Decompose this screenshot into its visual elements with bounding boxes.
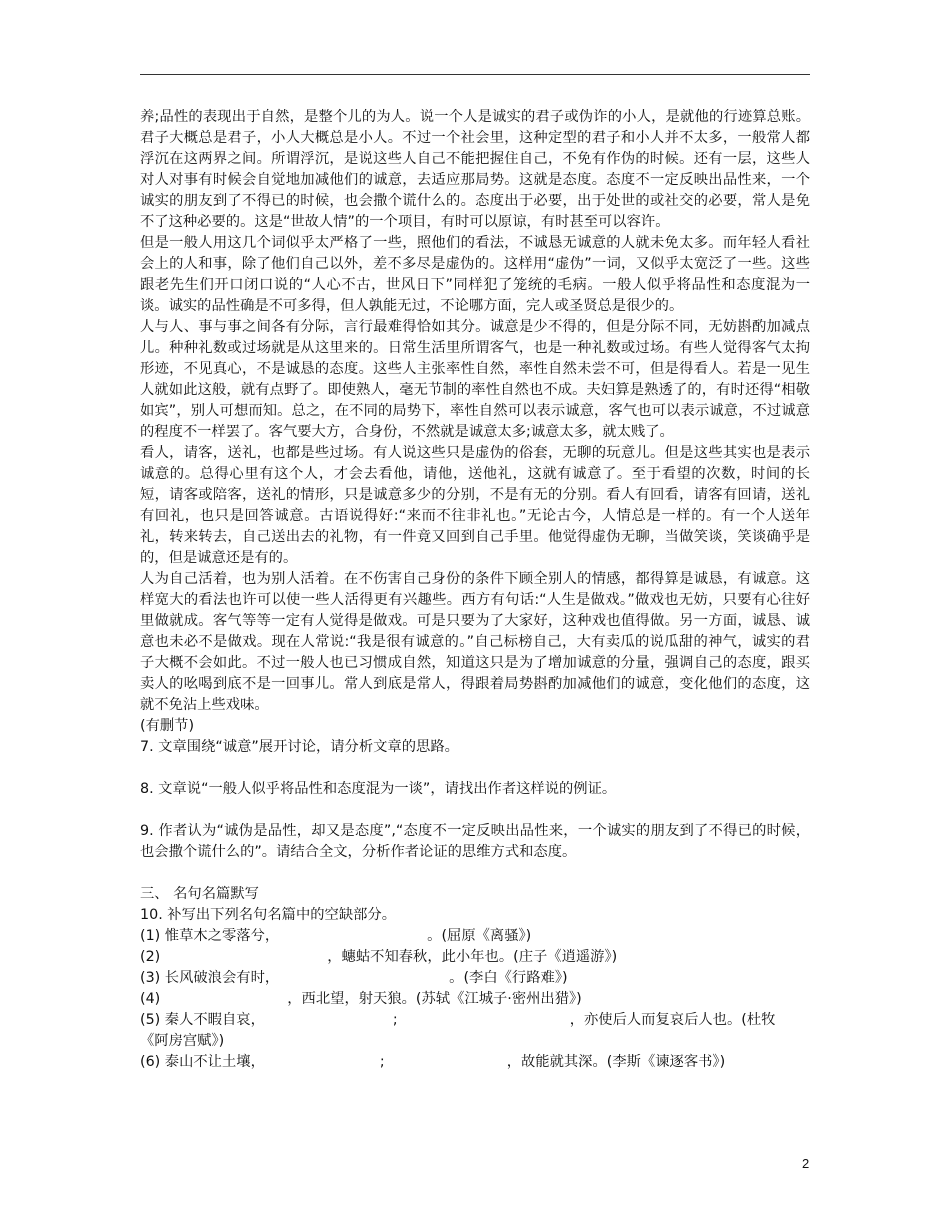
fill-item-2-suffix: ，蟪蛄不知春秋，此小年也。(庄子《逍遥游》) [327,949,618,965]
fill-item-1-suffix: 。(屈原《离骚》) [427,928,532,944]
question-7: 7. 文章围绕“诚意”展开讨论，请分析文章的思路。 [140,739,459,755]
fill-item-2-prefix: (2) [140,949,161,965]
article-paragraph-3: 人与人、事与事之间各有分际，言行最难得恰如其分。诚意是少不得的，但是分际不同，无妨斟酌加减点儿。种种礼数或过场就是从这里来的。日常生活里所谓客气，也是一种礼数或过场。有些人觉得客气太拘形迹，不见真心，不是诚恳的态度。这些人主张率性自然，率性自然未尝不可，但是得看人。若是一见生人就如此这般，就有点野了。即使熟人，毫无节制的率性自然也不成。夫妇算是熟透了的，有时还得“相敬如宾”，别人可想而知。总之，在不同的局势下，率性自然可以表示诚意，客气也可以表示诚意，不过诚意的程度不一样罢了。客气要大方，合身份，不然就是诚意太多;诚意太多，就太贱了。 [140,319,810,440]
fill-item-4-prefix: (4) [140,991,161,1007]
fill-item-5 [140,1010,810,1031]
article-paragraph-4: 看人，请客，送礼，也都是些过场。有人说这些只是虚伪的俗套，无聊的玩意儿。但是这些其实也是表示诚意的。总得心里有这个人，才会去看他，请他，送他礼，这就有诚意了。至于看望的次数，时间的长短，请客或陪客，送礼的情形，只是诚意多少的分别，不是有无的分别。看人有回看，请客有回请，送礼有回礼，也只是回答诚意。古语说得好:“来而不往非礼也。”无论古今，人情总是一样的。有一个人送年礼，转来转去，自己送出去的礼物，有一件竟又回到自己手里。他觉得虚伪无聊，当做笑谈，笑谈确乎是的，但是诚意还是有的。 [140,445,810,566]
article-paragraph-5: 人为自己活着，也为别人活着。在不伤害自己身份的条件下顾全别人的情感，都得算是诚恳，有诚意。这样宽大的看法也许可以使一些人活得更有兴趣些。西方有句话:“人生是做戏。”做戏也无妨，只要有心往好里做就成。客气等等一定有人觉得是做戏。可是只要为了大家好，这种戏也值得做。另一方面，诚恳、诚意也未必不是做戏。现在人常说:“我是很有诚意的。”自己标榜自己，大有卖瓜的说瓜甜的神气，诚实的君子大概不会如此。不过一般人也已习惯成自然，知道这只是为了增加诚意的分量，强调自己的态度，跟买卖人的吆喝到底不是一回事儿。常人到底是常人，得跟着局势斟酌加减他们的诚意，变化他们的态度，这就不免沾上些戏味。 [140,571,810,713]
fill-item-4-suffix: ，西北望，射天狼。(苏轼《江城子·密州出猎》) [287,991,582,1007]
fill-item-6-suffix: ，故能就其深。(李斯《谏逐客书》) [506,1054,726,1070]
article-paragraph-1: 养;品性的表现出于自然，是整个儿的为人。说一个人是诚实的君子或伪诈的小人，是就他的行迹算总账。君子大概总是君子，小人大概总是小人。不过一个社会里，这种定型的君子和小人并不太多，一般常人都浮沉在这两界之间。所谓浮沉，是说这些人自己不能把握住自己，不免有作伪的时候。还有一层，这些人对人对事有时候会自觉地加减他们的诚意，去适应那局势。这就是态度。态度不一定反映出品性来，一个诚实的朋友到了不得已的时候，也会撒个谎什么的。态度出于必要，出于处世的或社交的必要，常人是免不了这种必要的。这是“世故人情”的一个项目，有时可以原谅，有时甚至可以容许。 [140,109,810,230]
fill-item-5-suffix: ，亦使后人而复哀后人也。(杜牧 [569,1012,776,1028]
fill-item-6-sep: ; [379,1054,385,1070]
abridged-note: (有删节) [140,718,195,734]
section-3-heading: 三、 名句名篇默写 [140,886,259,902]
fill-item-2 [140,947,810,968]
fill-item-5-cont [140,1031,810,1052]
fill-item-5-sep: ; [392,1012,398,1028]
answer-space-8 [140,800,810,821]
document-body [140,107,810,1073]
fill-item-1-prefix: (1) 惟草木之零落兮， [140,928,280,944]
answer-space-9 [140,863,810,884]
question-8: 8. 文章说“一般人似乎将品性和态度混为一谈”，请找出作者这样说的例证。 [140,781,617,797]
question-10: 10. 补写出下列名句名篇中的空缺部分。 [140,907,397,923]
fill-item-3-prefix: (3) 长风破浪会有时， [140,970,280,986]
fill-item-5-source: 《阿房宫赋》) [140,1033,225,1049]
header-rule [140,74,810,75]
fill-item-1 [140,926,810,947]
fill-item-6 [140,1052,810,1073]
article-paragraph-2: 但是一般人用这几个词似乎太严格了一些，照他们的看法，不诚恳无诚意的人就未免太多。而年轻人看社会上的人和事，除了他们自己以外，差不多尽是虚伪的。这样用“虚伪”一词，又似乎太宽泛了一些。这些跟老先生们开口闭口说的“人心不古，世风日下”同样犯了笼统的毛病。一般人似乎将品性和态度混为一谈。诚实的品性确是不可多得，但人孰能无过，不论哪方面，完人或圣贤总是很少的。 [140,235,810,314]
page-number: 2 [802,1156,810,1171]
fill-item-6-prefix: (6) 泰山不让土壤， [140,1054,265,1070]
fill-item-3 [140,968,810,989]
question-9: 9. 作者认为“诚伪是品性，却又是态度”,“态度不一定反映出品性来，一个诚实的朋友到了不得已的时候，也会撒个谎什么的”。请结合全文，分析作者论证的思维方式和态度。 [140,823,810,860]
fill-item-4 [140,989,810,1010]
answer-space-7 [140,758,810,779]
fill-item-3-suffix: 。(李白《行路难》) [449,970,568,986]
fill-item-5-prefix: (5) 秦人不暇自哀， [140,1012,265,1028]
